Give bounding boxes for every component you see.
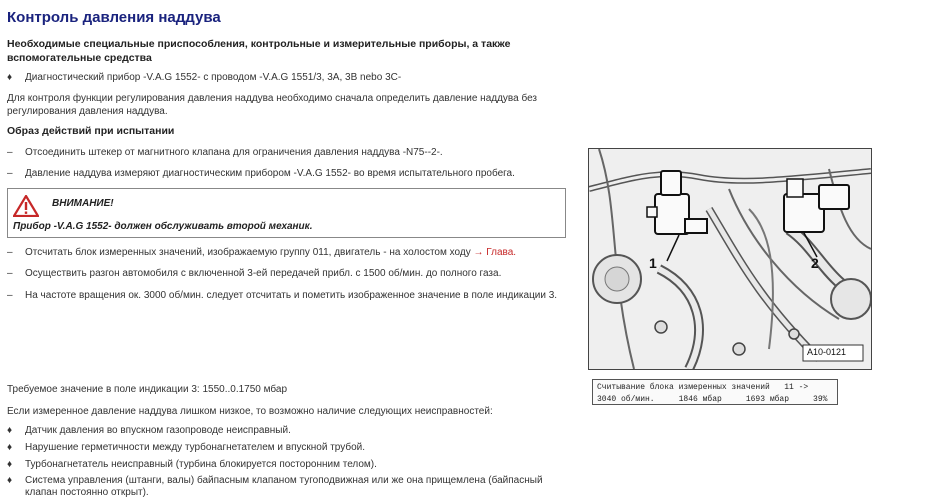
warning-box [7,188,566,238]
step-item [7,168,515,179]
diamond-bullet: ♦ [7,459,13,470]
measurement-display [592,379,838,405]
cause-text: Датчик давления во впускном газопроводе неисправный. [25,425,291,436]
page-title: Контроль давления наддува [7,9,221,26]
cause-item [7,425,291,436]
step-item [7,147,443,158]
cause-item [7,475,577,499]
diamond-bullet: ♦ [7,72,13,83]
required-value: Требуемое значение в поле индикации 3: 1550..0.1750 мбар [7,384,288,395]
callout-2: 2 [811,255,819,271]
engine-illustration [589,149,871,369]
step-item [7,247,516,258]
intro-text: Для контроля функции регулирования давления наддува необходимо сначала определить давление наддува без регулирования давления наддува. [7,93,538,117]
step-item [7,290,557,301]
callout-1: 1 [649,255,657,271]
requirements-heading: Необходимые специальные приспособления, контрольные и измерительные приборы, а также вспомогательные средства [7,38,511,64]
dash-bullet: – [7,247,13,258]
cause-text: Нарушение герметичности между турбонагнетателем и впускной трубой. [25,442,366,453]
figure-code: A10-0121 [807,347,847,357]
diamond-bullet: ♦ [7,425,13,436]
procedure-heading: Образ действий при испытании [7,125,175,137]
dash-bullet: – [7,290,13,301]
cause-text: Система управления (штанги, валы) байпасным клапаном тугоподвижная или же она прищемлена (байпасный клапан постоянно открыт). [25,475,543,498]
tool-item-text: Диагностический прибор -V.A.G 1552- с проводом -V.A.G 1551/3, 3A, 3B nebo 3C- [25,72,402,83]
warning-message: Прибор -V.A.G 1552- должен обслуживать второй механик. [13,221,313,232]
causes-intro: Если измеренное давление наддува лишком низкое, то возможно наличие следующих неисправностей: [7,406,493,417]
step-text: Давление наддува измеряют диагностическим прибором -V.A.G 1552- во время испытательного пробега. [25,168,515,179]
engine-photo [588,148,872,370]
display-line-1: Считывание блока измеренных значений 11 -> [597,383,809,392]
step-item [7,268,501,279]
warning-triangle-icon [13,195,39,217]
dash-bullet: – [7,168,13,179]
tool-item [7,72,401,83]
cause-item [7,442,365,453]
chapter-link[interactable]: → Глава. [473,247,517,258]
diamond-bullet: ♦ [7,442,13,453]
diamond-bullet: ♦ [7,475,13,486]
dash-bullet: – [7,147,13,158]
warning-title: ВНИМАНИЕ! [52,198,114,209]
display-line-2: 3040 об/мин. 1846 мбар 1693 мбар 39% [597,395,828,404]
step-text: Осуществить разгон автомобиля с включенной 3-ей передачей прибл. с 1500 об/мин. до полного газа. [25,268,502,279]
step-text: Отсчитать блок измеренных значений, изображаемую группу 011, двигатель - на холостом ходу [25,247,471,258]
dash-bullet: – [7,268,13,279]
step-text: Отсоединить штекер от магнитного клапана для ограничения давления наддува -N75--2-. [25,147,443,158]
cause-text: Турбонагнетатель неисправный (турбина блокируется посторонним телом). [25,459,377,470]
step-text: На частоте вращения ок. 3000 об/мин. следует отсчитать и пометить изображенное значение в поле индикации 3. [25,290,558,301]
cause-item [7,459,377,470]
